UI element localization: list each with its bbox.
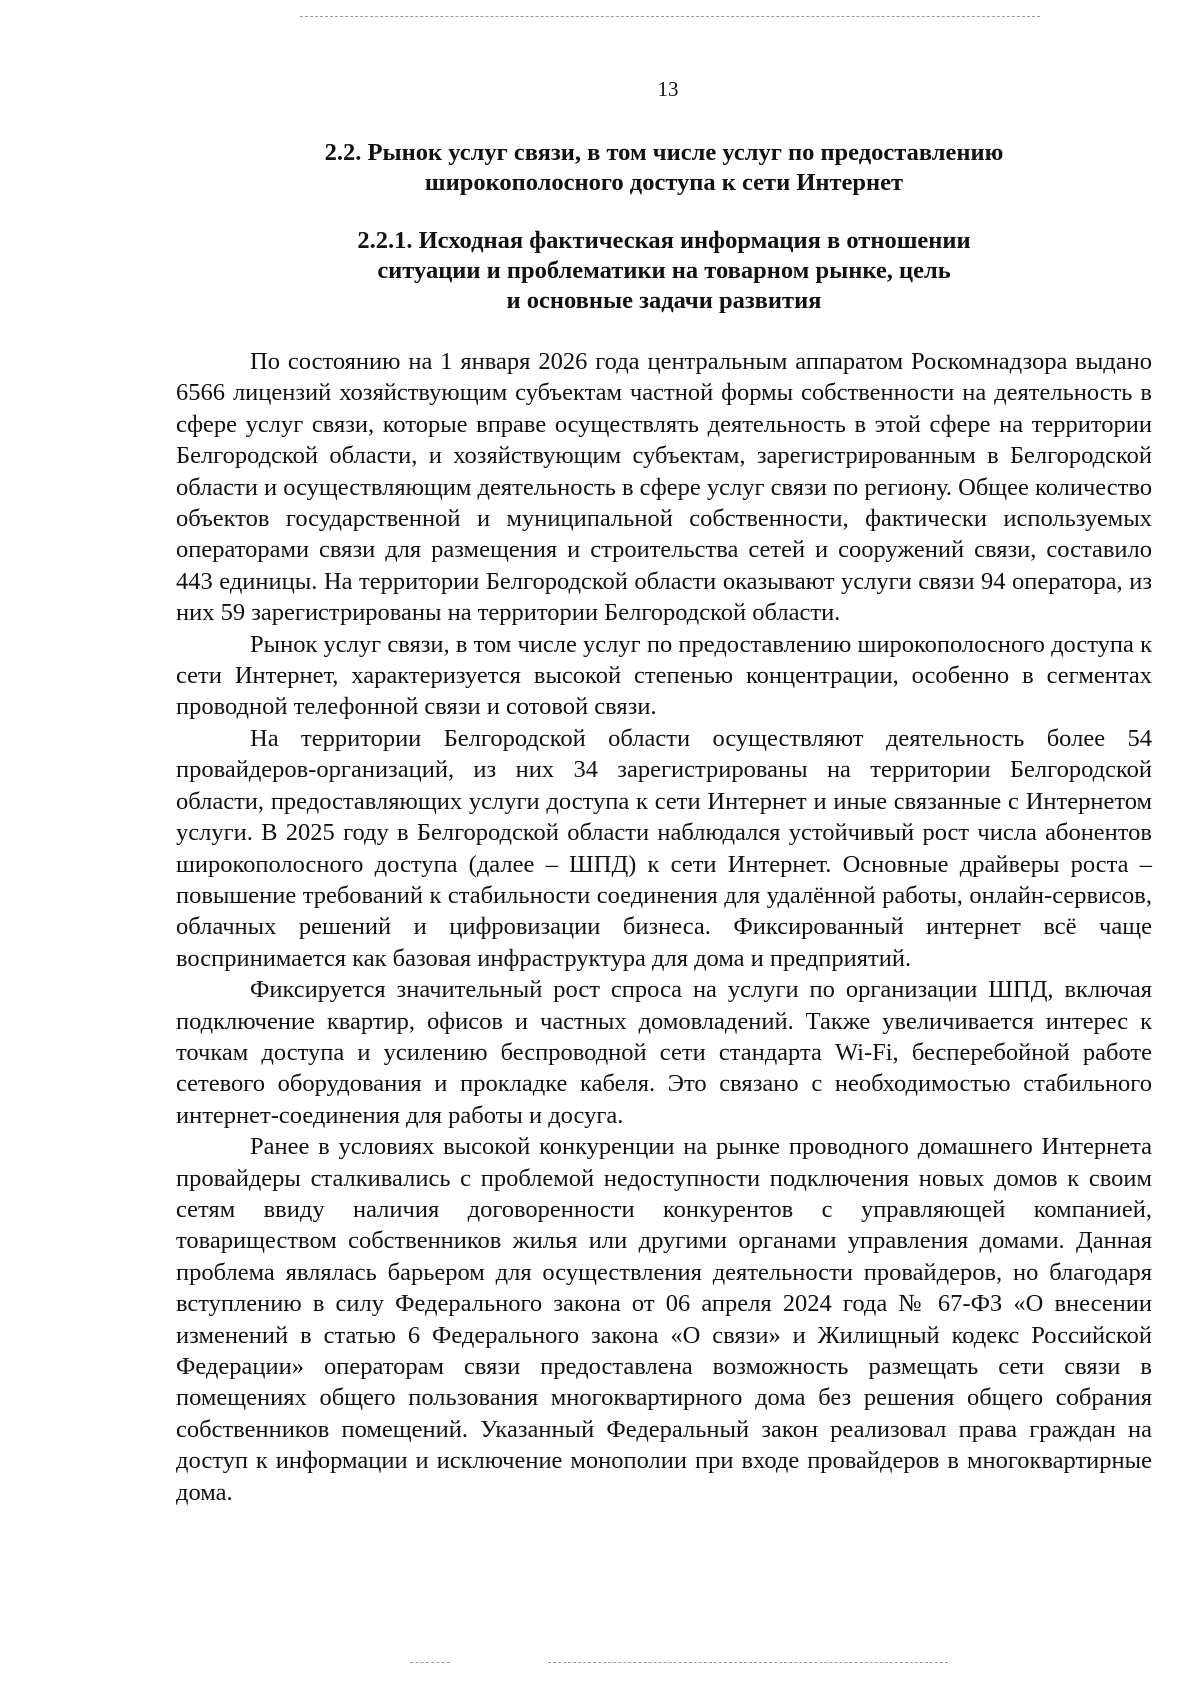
paragraph: Фиксируется значительный рост спроса на услуги по организации ШПД, включая подключение квартир, офисов и частных домовладений. Также увеличивается интерес к точкам доступа и усилению беспроводной сети стандарта Wi-Fi, бесперебойной работе сетевого оборудования и прокладке кабеля. Это связано с необходимостью стабильного интернет-соединения для работы и досуга. <box>176 976 1152 1129</box>
subsection-heading-line: и основные задачи развития <box>506 287 822 314</box>
paragraph: Ранее в условиях высокой конкуренции на рынке проводного домашнего Интернета провайдеры сталкивались с проблемой недоступности подключения новых домов к своим сетям ввиду наличия договоренности конкурентов с управляющей компанией, товариществом собственников жилья или другими органами управления домами. Данная проблема являлась барьером для осуществления деятельности провайдеров, но благодаря вступлению в силу Федерального закона от 06 апреля 2024 года № 67-ФЗ «О внесении изменений в статью 6 Федерального закона «О связи» и Жилищный кодекс Российской Федерации» операторам связи предоставлена возможность размещать сети связи в помещениях общего пользования многоквартирного дома без решения общего собрания собственников помещений. Указанный Федеральный закон реализовал права граждан на доступ к информации и исключение монополии при входе провайдеров в многоквартирные дома. <box>176 1133 1152 1506</box>
scan-mark-bottom-left <box>410 1662 450 1663</box>
section-heading <box>176 138 1152 198</box>
subsection-heading <box>176 226 1152 316</box>
page-number: 13 <box>657 77 679 101</box>
paragraph: На территории Белгородской области осуществляют деятельность более 54 провайдеров-организаций, из них 34 зарегистрированы на территории Белгородской области, предоставляющих услуги доступа к сети Интернет и иные связанные с Интернетом услуги. В 2025 году в Белгородской области наблюдался устойчивый рост числа абонентов широкополосного доступа (далее – ШПД) к сети Интернет. Основные драйверы роста – повышение требований к стабильности соединения для удалённой работы, онлайн-сервисов, облачных решений и цифровизации бизнеса. Фиксированный интернет всё чаще воспринимается как базовая инфраструктура для дома и предприятий. <box>176 724 1152 972</box>
paragraph: По состоянию на 1 января 2026 года центральным аппаратом Роскомнадзора выдано 6566 лицензий хозяйствующим субъектам частной формы собственности на деятельность в сфере услуг связи, которые вправе осуществлять деятельность в этой сфере на территории Белгородской области, и хозяйствующим субъектам, зарегистрированным в Белгородской области и осуществляющим деятельность в сфере услуг связи по региону. Общее количество объектов государственной и муниципальной собственности, фактически используемых операторами связи для размещения и строительства сетей и сооружений связи, составило 443 единицы. На территории Белгородской области оказывают услуги связи 94 оператора, из них 59 зарегистрированы на территории Белгородской области. <box>176 348 1152 627</box>
body-text <box>176 346 1152 1508</box>
paragraph: Рынок услуг связи, в том числе услуг по предоставлению широкополосного доступа к сети Интернет, характеризуется высокой степенью концентрации, особенно в сегментах проводной телефонной связи и сотовой связи. <box>176 630 1152 721</box>
subsection-heading-line: ситуации и проблематики на товарном рынке, цель <box>377 257 951 284</box>
subsection-heading-line: 2.2.1. Исходная фактическая информация в отношении <box>357 227 971 254</box>
scan-mark-bottom-right <box>548 1662 948 1663</box>
section-heading-line: 2.2. Рынок услуг связи, в том числе услуг по предоставлению <box>324 139 1004 166</box>
section-heading-line: широкополосного доступа к сети Интернет <box>424 169 904 196</box>
scan-mark-top <box>300 16 1040 17</box>
